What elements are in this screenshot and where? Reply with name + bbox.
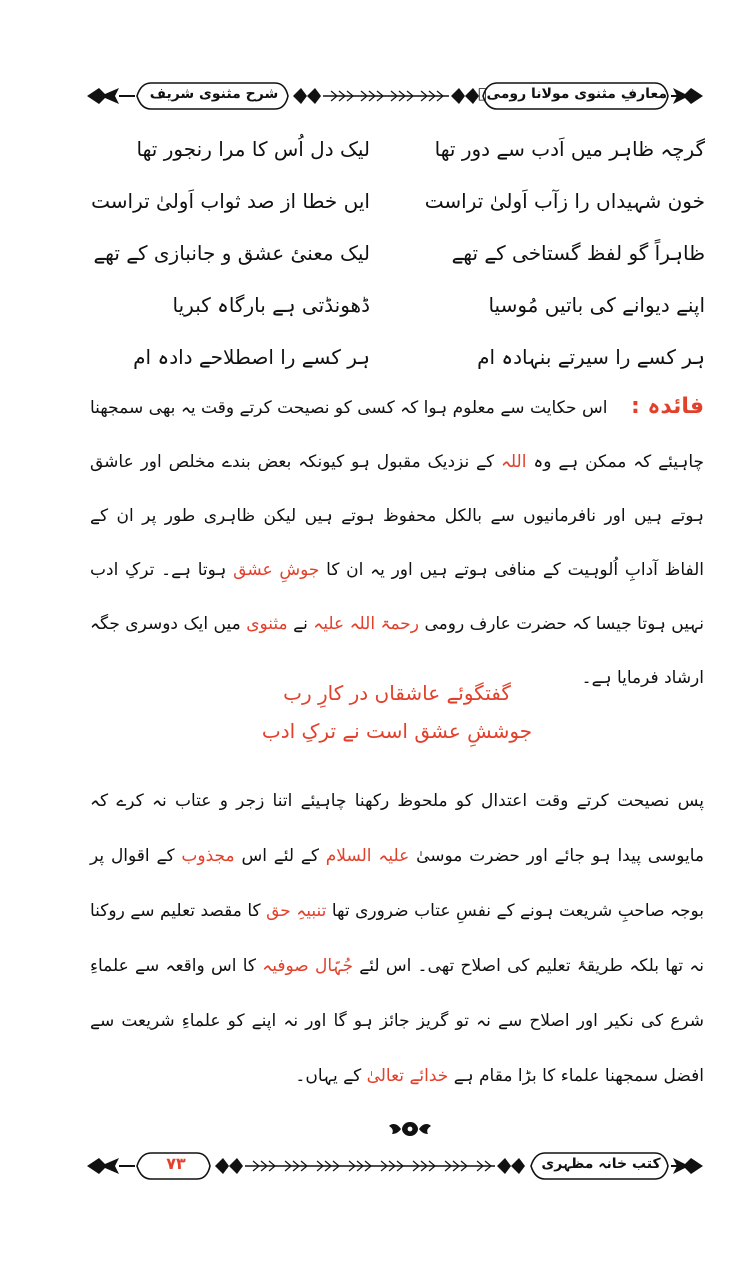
paragraph-2-text-1: پس نصیحت کرتے وقت اعتدال کو ملحوظ رکھنا چاہیئے اتنا زجر و عتاب نہ کرے کہ مایوسی پیدا ہو جائے اور حضرت موسیٰ xyxy=(90,791,705,866)
paragraph-1-highlight-1: اللہ xyxy=(500,452,527,472)
verse-3-left: لیک معنیٔ عشق و جانبازی کے تھے xyxy=(93,241,370,265)
paragraph-1 xyxy=(90,380,704,705)
paragraph-1-text-3: ہوتا ہے۔ ترکِ ادب نہیں ہوتا جیسا کہ حضرت عارف رومی xyxy=(90,560,705,634)
verse-1-left: لیک دل اُس کا مرا رنجور تھا xyxy=(136,137,370,161)
paragraph-1-text-4: نے xyxy=(293,614,308,634)
paragraph-2-highlight-5: خدائے تعالیٰ xyxy=(366,1066,449,1086)
verse-2-left: ایں خطا از صد ثواب اَولیٰ تراست xyxy=(91,189,370,213)
verse-5-left: ہر کسے را اصطلاحے دادہ ام xyxy=(133,345,370,369)
faida-label: فائدہ : xyxy=(630,394,705,419)
paragraph-2 xyxy=(90,774,704,1104)
couplet-line-1: گفتگوئے عاشقاں در کارِ رب xyxy=(283,681,511,705)
page-number: ۷۳ xyxy=(166,1154,186,1173)
couplet-line-2: جوششِ عشق است نے ترکِ ادب xyxy=(261,719,533,743)
paragraph-1-text-5: میں ایک دوسری جگہ ارشاد فرمایا ہے۔ xyxy=(90,614,704,688)
paragraph-1-highlight-4: مثنوی xyxy=(246,614,288,634)
header-right-label: معارفِ مثنوی مولانا رومیؒ xyxy=(478,86,667,102)
paragraph-2-text-2: کے لئے اس xyxy=(241,846,319,866)
paragraph-2-highlight-3: تنبیہِ حق xyxy=(266,901,327,921)
paragraph-1-highlight-2: جوشِ عشق xyxy=(233,560,320,580)
paragraph-2-highlight-1: علیہ السلام xyxy=(325,846,410,866)
paragraph-1-text-1: اس حکایت سے معلوم ہوا کہ کسی کو نصیحت کرتے وقت یہ بھی سمجھنا چاہیئے کہ ممکن ہے وہ xyxy=(90,398,705,472)
end-ornament-icon xyxy=(388,1118,432,1140)
header-band xyxy=(85,76,705,116)
verse-4-left: ڈھونڈتی ہے بارگاہ کبریا xyxy=(172,293,370,317)
publisher-label: کتب خانہ مظہری xyxy=(541,1156,661,1172)
couplet xyxy=(90,676,704,748)
verse-4-right: اپنے دیوانے کی باتیں مُوسیا xyxy=(488,293,705,317)
verse-1-right: گرچہ ظاہر میں اَدب سے دور تھا xyxy=(434,137,705,161)
paragraph-1-highlight-3: رحمۃ اللہ علیہ xyxy=(313,614,420,634)
paragraph-2-highlight-4: جُہّال صوفیہ xyxy=(262,956,353,976)
paragraph-2-text-4: کا مقصد تعلیم سے روکنا نہ تھا بلکہ طریقۂ تعلیم کی اصلاح تھی۔ اس لئے xyxy=(90,901,705,976)
paragraph-2-text-6: کے یہاں۔ xyxy=(295,1066,362,1086)
footer-band xyxy=(85,1146,705,1186)
header-left-label: شرح مثنوی شریف xyxy=(149,86,279,102)
verse-2-right: خون شہیداں را زآب اَولیٰ تراست xyxy=(424,189,705,213)
paragraph-2-highlight-2: مجذوب xyxy=(181,846,235,866)
paragraph-1-text-2: کے نزدیک مقبول ہو کیونکہ بعض بندے مخلص اور عاشق ہوتے ہیں اور نافرمانیوں سے بالکل محفوظ ہوتے ہیں لیکن ظاہری طور پر ان کے الفاظ آدابِ اُلوہیت کے منافی ہوتے ہیں اور یہ ان کا xyxy=(90,452,705,580)
paragraph-2-text-5: کا اس واقعہ سے علماءِ شرع کی نکیر اور اصلاح سے نہ تو گریز جائز ہو گا اور نہ اپنے کو علماءِ شریعت سے افضل سمجھنا علماء کا بڑا مقام ہے xyxy=(90,956,704,1086)
paragraph-2-text-3: کے اقوال پر بوجہ صاحبِ شریعت ہونے کے نفسِ عتاب ضروری تھا xyxy=(90,846,704,921)
verse-3-right: ظاہراً گو لفظ گستاخی کے تھے xyxy=(451,241,705,265)
verse-5-right: ہر کسے را سیرتے بنہادہ ام xyxy=(477,345,705,369)
